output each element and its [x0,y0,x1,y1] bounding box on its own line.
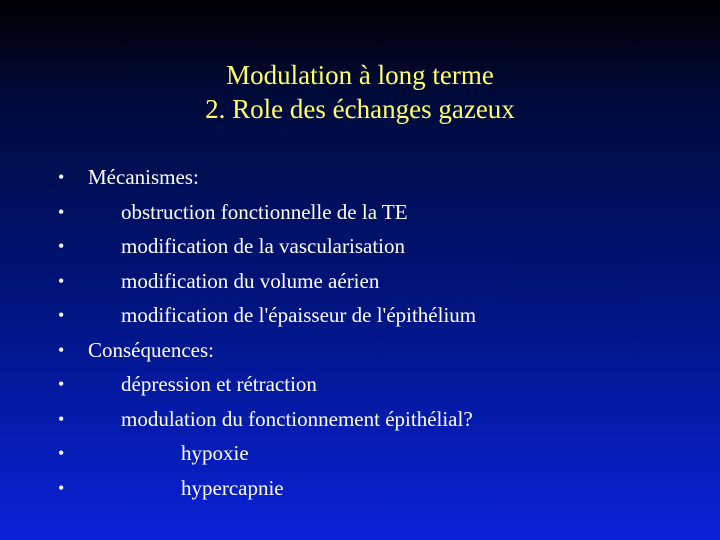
list-item [58,160,698,195]
bullet-icon: • [58,339,65,360]
list-item [58,402,698,437]
bullet-icon: • [58,477,65,498]
list-item-text: hypoxie [181,441,249,465]
bullet-icon: • [58,270,65,291]
list-item [58,229,698,264]
list-item-text: Mécanismes: [88,165,199,189]
bullet-icon: • [58,443,65,463]
list-item-text: modification du volume aérien [121,268,380,293]
bullet-icon: • [58,167,65,187]
list-item-text: hypercapnie [181,475,284,500]
slide-title [0,58,720,126]
bullet-icon: • [58,374,65,394]
list-item-text: Conséquences: [88,337,214,362]
list-item-text: modulation du fonctionnement épithélial? [121,406,473,431]
list-item [58,195,698,230]
bullet-icon: • [58,236,65,256]
bullet-icon: • [58,201,65,222]
bullet-icon: • [58,408,65,429]
list-item [58,298,698,333]
list-item-text: modification de la vascularisation [121,234,405,258]
list-item [58,367,698,402]
list-item [58,264,698,299]
list-item [58,436,698,471]
bullet-list [58,160,698,505]
bullet-icon: • [58,305,65,325]
title-line-1: Modulation à long terme [226,60,494,90]
list-item [58,471,698,506]
list-item-text: modification de l'épaisseur de l'épithélium [121,303,477,327]
list-item-text: dépression et rétraction [121,372,317,396]
list-item [58,333,698,368]
title-line-2: 2. Role des échanges gazeux [205,94,515,124]
list-item-text: obstruction fonctionnelle de la TE [121,199,408,224]
